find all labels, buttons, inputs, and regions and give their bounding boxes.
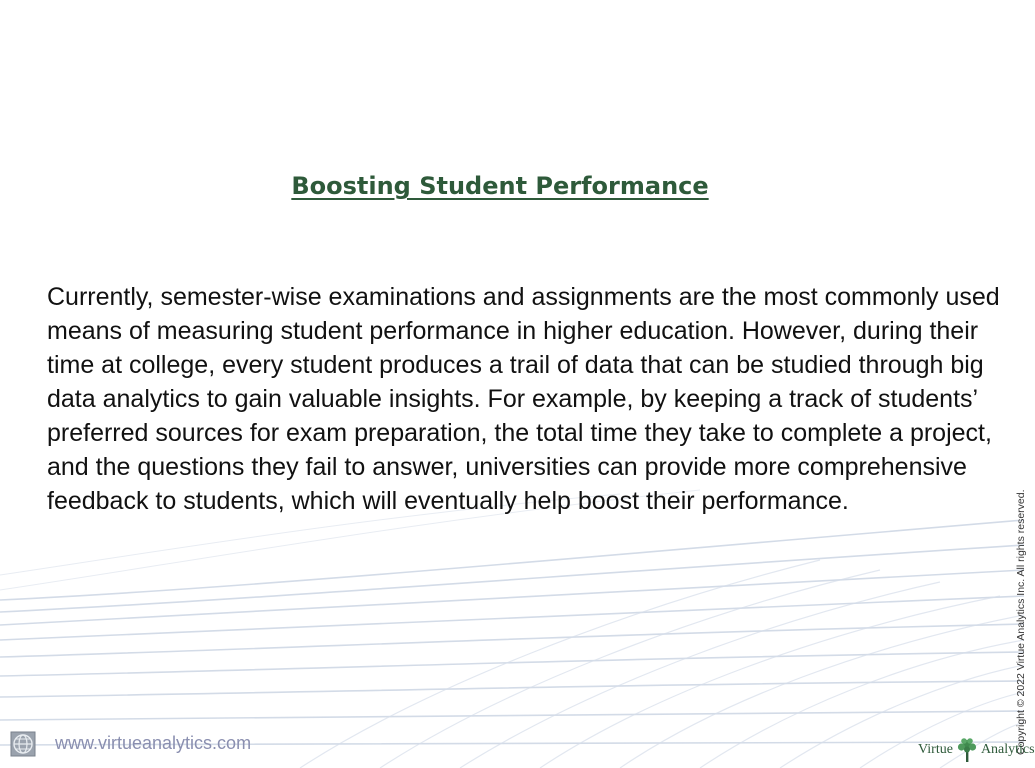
website-link[interactable]: www.virtueanalytics.com — [55, 733, 252, 753]
slide-body-text: Currently, semester-wise examinations and assignments are the most commonly used means of measuring student performance in higher education. However, during their time at college, every student produces a trail of data that can be studied through big data analytics to gain valuable insights. For example, by keeping a track of students’ preferred sources for exam preparation, the total time they take to complete a project, and the questions they fail to answer, universities can provide more comprehensive feedback to students, which will eventually help boost their performance. — [47, 283, 1000, 515]
slide-title — [0, 172, 1000, 200]
slide-title-text: Boosting Student Performance — [291, 172, 709, 200]
brand-name-right: Analytics — [980, 742, 1035, 757]
globe-icon — [10, 731, 36, 757]
brand-name-left: Virtue — [918, 742, 953, 757]
brand-logo — [918, 736, 1035, 764]
copyright-notice: Copyright © 2022 Virtue Analytics Inc. All rights reserved. — [1015, 489, 1027, 755]
tree-logo-icon — [955, 737, 979, 763]
